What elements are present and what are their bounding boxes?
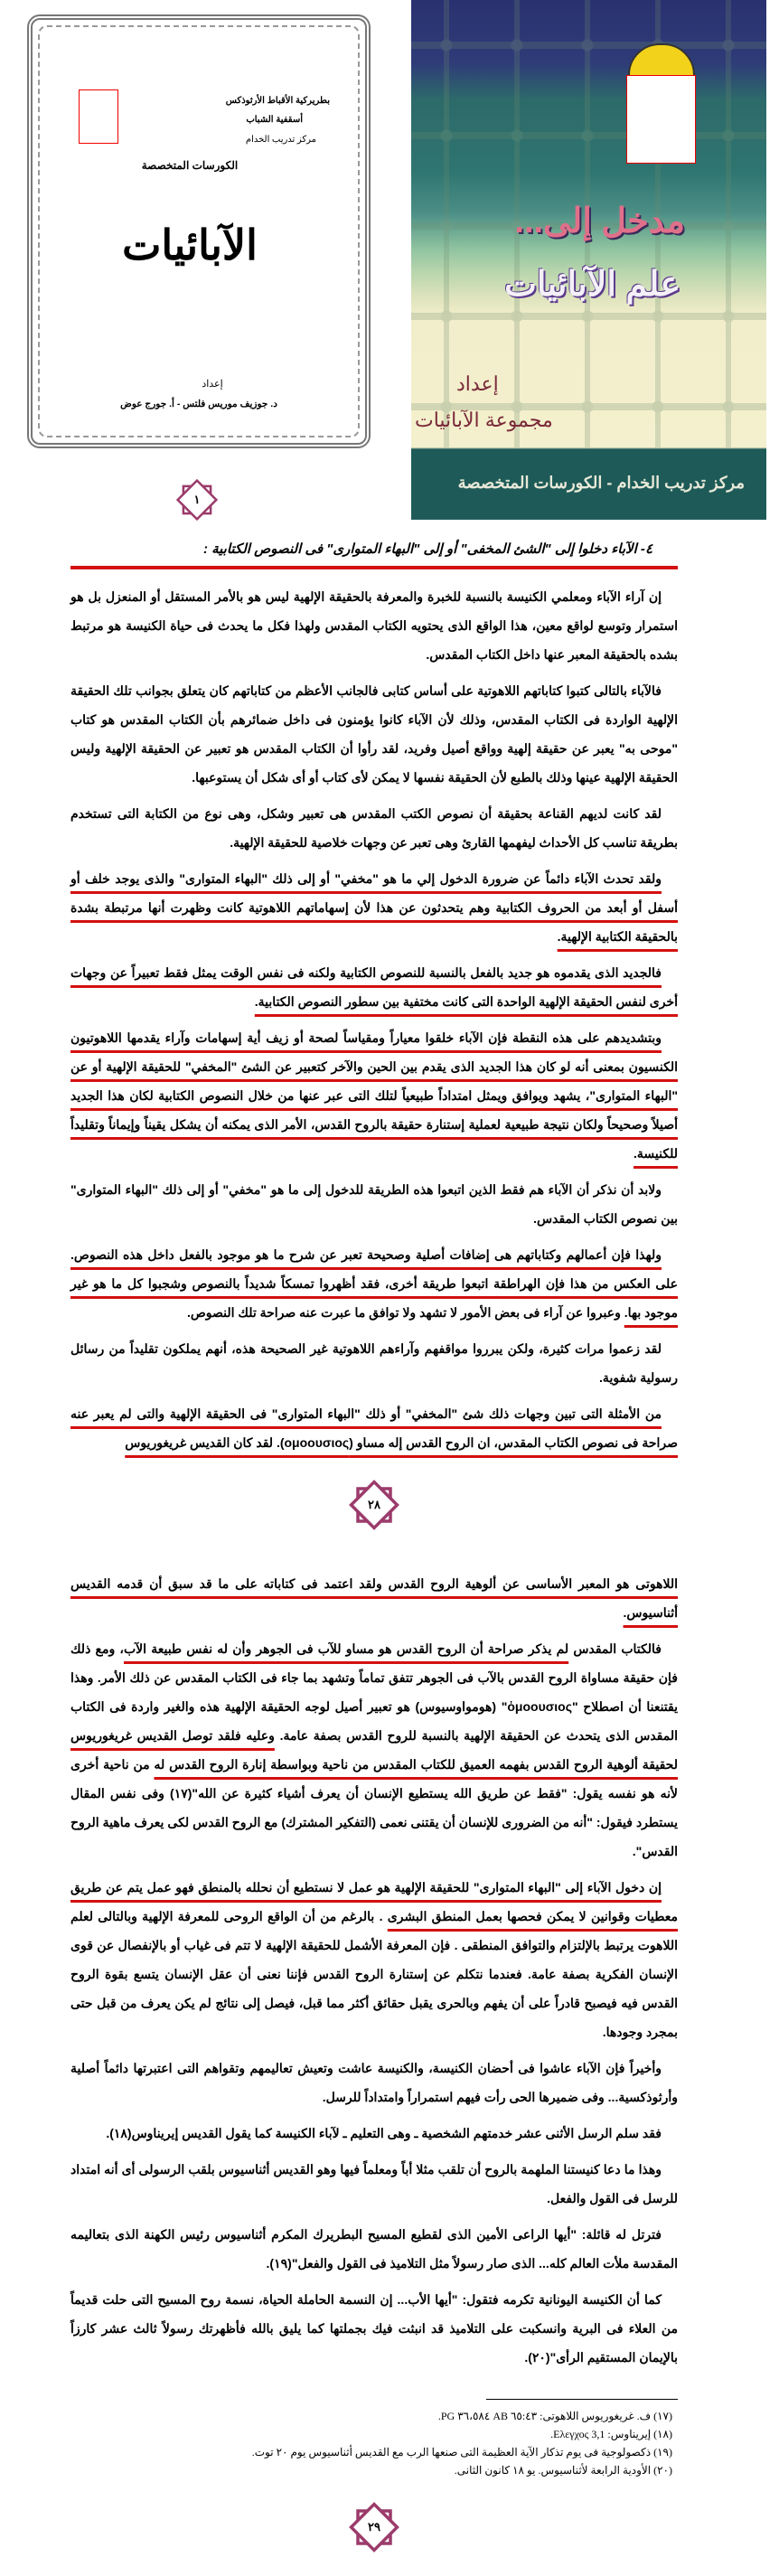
- prepared-by-label: إعداد: [456, 372, 499, 395]
- text-run: وعبروا عن آراء فى بعض الأمور لا تشهد ولا توافق ما عبرت عنه صراحة تلك النصوص.: [186, 1305, 624, 1320]
- footnote: (١٩) ذكصولوجية فى يوم تذكار الآية العظيمة التى صنعها الرب مع القديس أثناسيوس يوم ٢٠ توت.: [251, 2446, 672, 2458]
- paragraph: [70, 676, 678, 792]
- underlined-text: ولقد تحدث الآباء دائماً عن ضرورة الدخول إلي ما هو "مخفي" أو إلى ذلك "البهاء المتوارى" والذى يوجد خلف أو أسفل أو أبعد من الحروف الكتابية وهم يتحدثون عن هذا لأن إسهاماتهم اللاهوتية كانت وظهرت أنها مرتبطة بشدة بالحقيقة الكتابية الإلهية.: [70, 871, 678, 944]
- paragraph: [70, 2054, 678, 2111]
- cover-footer: مركز تدريب الخدام - الكورسات المتخصصة: [457, 474, 745, 492]
- paragraph: [70, 1334, 678, 1392]
- footnote: (١٧) ف. غريغوريوس اللاهوتى: ٦٥:٤٣ AB ٣٦،٥٨٤ PG.: [437, 2410, 672, 2422]
- book-pages: [70, 539, 678, 2575]
- paragraph: [70, 1399, 678, 1457]
- underlined-text: وعليه فلقد توصل القديس غريغوريوس لحقيقة ألوهية الروح القدس بفهمه العميق للكتاب المقدس من ناحية وبواسطة إنارة الروح القدس له: [70, 1728, 678, 1772]
- underlined-text: لم يذكر صراحة أن الروح القدس هو مساو للآب فى الجوهر وأن له نفس طبيعة الآب: [123, 1641, 569, 1656]
- text-run: فالآباء بالتالى كتبوا كتاباتهم اللاهوتية على أساس كتابى فالجانب الأعظم من كتاباتهم كان يتعلق بجوانب تلك الحقيقة الإلهية الواردة فى الكتاب المقدس، وذلك لأن الآباء كانوا يؤمنون فى داخل ضمائرهم بأن الكتاب المقدس هو كتاب "موحى به" يعبر عن حقيقة إلهية وواقع أصيل وفريد، لقد رأوا أن الكتاب المقدس هو تعبير عن الحقيقة الإلهية وليس الحقيقة الإلهية عينها وذلك بالطبع لأن الحقيقة نفسها لا يمكن لأى كتاب أو أى شكل أن يستوعبها.: [70, 683, 678, 785]
- org-line-1: بطريركية الأقباط الأرثوذكس: [225, 96, 330, 106]
- text-run: إن آراء الآباء ومعلمي الكنيسة بالنسبة للخبرة والمعرفة بالحقيقة الإلهية ليس هو بالأمر المستقل أو المنعزل بل هو استمرار وتوسع لواقع معين، هذا الواقع الذى يحتويه الكتاب المقدس ولهذا فكل ما يحدث فى حياة الكنيسة هو مرتبط بشده بالحقيقة المعبر عنها داخل الكتاب المقدس.: [70, 589, 678, 662]
- page-number: ١: [193, 493, 201, 506]
- page-number-badge: [346, 2499, 402, 2555]
- page-28-body: [70, 582, 678, 1457]
- text-run: من ناحية أخرى لأنه هو نفسه يقول: "فقط عن طريق الله يستطيع الإنسان أن يعرف أشياء كثيرة عن الله"(١٧) وفى نفس المقال يستطرد فيقول: "أنه من الضرورى للإنسان أن يقتنى نعمى (التفكير المشترك) مع الروح القدس لكى يعرف ماهية الروح القدس".: [70, 1757, 678, 1858]
- paragraph: [70, 1634, 678, 1866]
- page-number-badge: [346, 1477, 402, 1533]
- underlined-text: ولهذا فإن أعمالهم وكتاباتهم هى إضافات أصلية وصحيحة تعبر عن شرح ما هو موجود بالفعل داخل هذه النصوص. على العكس من هذا فإن الهراطقة اتبعوا طريقة أخرى، فقد أظهروا تمسكاً شديداً بالنصوص وشجبوا كل ما هو غير موجود بها.: [70, 1247, 678, 1320]
- text-run: ، ومع ذلك فإن حقيقة مساواة الروح القدس بالآب فى الجوهر تتفق تماماً وتشهد بما جاء فى الكتاب المقدس عن ذلك الأمر. وهذا يقتنعنا أن اصطلاح "ὁμοουσιος" (هومواوسيوس) هو تعبير أصيل لوجه الحقيقة الإلهية هذه والغير واردة فى الكتاب المقدس الذى يتحدث عن الحقيقة الإلهية بالنسبة للروح القدس بصفة عامة.: [70, 1641, 679, 1743]
- paragraph: [70, 2119, 678, 2148]
- underlined-text: من الأمثلة التى تبين وجهات ذلك شئ "المخفي" أو ذلك "البهاء المتوارى" فى الحقيقة الإلهية والتى لم يعبر عنه صراحة فى نصوص الكتاب المقدس، ان الروح القدس إله مساو (ομοουσιος). لقد كان القديس غريغوريوس: [70, 1406, 678, 1450]
- text-run: فترتل له قائلة: "أيها الراعى الأمين الذى لقطيع المسيح البطريرك المكرم أثناسيوس رئيس الكهنة الذى بتعاليمه المقدسة ملأت العالم كله... الذى صار رسولاً مثل التلاميذ فى القول والفعل"(١٩).: [70, 2227, 678, 2270]
- cover-title: الآبائيات: [122, 221, 258, 269]
- footnote-divider: [486, 2399, 678, 2400]
- page-number-badge: [174, 476, 221, 523]
- series-title: الكورسات المتخصصة: [141, 159, 239, 172]
- text-run: كما أن الكنيسة اليونانية تكرمه فتقول: "أيها الأب... إن النسمة الحاملة الحياة، نسمة روح المسيح التى حلت قديماً من العلاء فى البرية وانسكبت على التلاميذ قد انبثت فيك بجملتها كما يليق بالله فأظهرتك رسولاً ثالث عشر كارزاً بالإيمان المستقيم الرأى"(٢٠).: [70, 2292, 678, 2364]
- cover-title-line-2: علم الآبائيات: [504, 266, 680, 304]
- paragraph: [70, 2285, 678, 2372]
- left-cover-page: [27, 14, 371, 448]
- text-run: . بالرغم من أن الواقع الروحى للمعرفة الإلهية وبالتالى لعلم اللاهوت يرتبط بالإلتزام والتوافق المنطقى . فإن المعرفة الأشمل للحقيقة الإلهية لا تتم فى غياب أو بالإنفصال عن قوى الإنسان الفكرية بصفة عامة. فعندما نتكلم عن إستنارة الروح القدس فإننا نعنى أن عقل الإنسان يتسع بقوة الروح القدس فيه فيصبح قادراً على أن يفهم وبالحرى يقبل حقائق أكثر مما قبل، فيصل إلى نتائج لم يكن يعرف من قبل حتى بمجرد وجودها.: [70, 1909, 678, 2039]
- footnote: (١٨) إيريناوس: Ελεγχος 3,1.: [550, 2428, 672, 2440]
- section-heading: ٤- الآباء دخلوا إلى "الشئ المخفى" أو إلى "البهاء المتوارى" فى النصوص الكتابية :: [70, 539, 678, 569]
- prepared-by-label: إعداد: [202, 379, 223, 390]
- logo-placeholder: [79, 89, 118, 144]
- paragraph: [70, 1569, 678, 1627]
- footnotes: [70, 2407, 678, 2479]
- paragraph: [70, 2220, 678, 2278]
- text-run: ولابد أن نذكر أن الآباء هم فقط الذين اتبعوا هذه الطريقة للدخول إلى ما هو "مخفي" أو إلى ذلك "البهاء المتوارى" بين نصوص الكتاب المقدس.: [70, 1182, 678, 1226]
- paragraph: [70, 799, 678, 857]
- cover-title-line-1: مدخل إلى...: [514, 202, 685, 240]
- paragraph: [70, 864, 678, 951]
- underlined-text: وبتشديدهم على هذه النقطة فإن الآباء خلقوا معياراً ومقياساً لصحة أو زيف أية إسهامات وآراء يقدمها اللاهوتيون الكنسيون بمعنى أنه لو كان هذا الجديد الذى يقدم بين الحين والآخر كتعبير عن الشئ "المخفي" للحقيقة الإلهية أو عن "البهاء المتوارى"، يشهد ويوافق ويمثل امتداداً طبيعياً لتلك التى عبر عنها من خلال النصوص الكتابية لكان هذا الجديد أصيلاً وصحيحاً ولكان نتيجة طبيعية لعملية إستنارة حقيقة بالروح القدس، الأمر الذى يمكنه أن يشكل يقيناً وإيماناً وتقليداً للكنيسة.: [70, 1030, 678, 1161]
- authors: د. جوزيف موريس فلتس - أ. جورج عوض: [120, 399, 277, 409]
- underlined-text: فالجديد الذى يقدموه هو جديد بالفعل بالنسبة للنصوص الكتابية ولكنه فى نفس الوقت يمثل فقط تعبيراً عن وجهات أخرى لنفس الحقيقة الإلهية الواحدة التى كانت مختفية بين سطور النصوص الكتابية.: [70, 965, 678, 1009]
- paragraph: [70, 958, 678, 1016]
- page-number: ٢٩: [368, 2520, 380, 2534]
- underlined-text: إن دخول الآباء إلى "البهاء المتوارى" للحقيقة الإلهية هو عمل لا نستطيع أن نحلله بالمنطق فهو عمل يتم عن طريق معطيات وقوانين لا يمكن فحصها بعمل المنطق البشرى: [70, 1880, 678, 1923]
- paragraph: [70, 1240, 678, 1327]
- page-number: ٢٨: [368, 1498, 380, 1511]
- org-line-3: مركز تدريب الخدام: [245, 135, 316, 145]
- paragraph: [70, 1873, 678, 2046]
- text-run: وأخيراً فإن الآباء عاشوا فى أحضان الكنيسة، والكنيسة عاشت وتعيش تعاليمهم وتقواهم التى اعتبرتها دائماً أصلية وأرثوذكسية... وفى ضميرها الحى رأت فيهم استمراراً وامتداداً للرسل.: [70, 2061, 678, 2104]
- org-line-2: أسقفية الشباب: [246, 115, 303, 125]
- footnote: (٢٠) الأودية الرابعة لأثناسيوس. يو ١٨ كانون الثانى.: [454, 2464, 672, 2477]
- group-name: مجموعة الآبائيات: [415, 409, 553, 431]
- text-run: فقد سلم الرسل الأثنى عشر خدمتهم الشخصية ـ وهى التعليم ـ لآباء الكنيسة كما يقول القديس إيريناوس(١٨).: [106, 2126, 662, 2140]
- page-29-body: [70, 1569, 678, 2372]
- paragraph: [70, 582, 678, 669]
- underlined-text: اللاهوتى هو المعبر الأساسى عن ألوهية الروح القدس ولقد اعتمد فى كتاباته على ما قد سبق أن قدمه القديس أثناسيوس.: [70, 1576, 678, 1620]
- logo-placeholder: [626, 75, 696, 164]
- text-run: وهذا ما دعا كنيستنا الملهمة بالروح أن تلقب مثلا أباً ومعلماً فيها وهو القديس أثناسيوس بلقب الرسولى أى أنه امتداد للرسل فى القول والفعل.: [70, 2162, 678, 2205]
- paragraph: [70, 1175, 678, 1233]
- text-run: لقد كانت لديهم القناعة بحقيقة أن نصوص الكتب المقدس هى تعبير وشكل، وهى نوع من الكتابة التى تستخدم بطريقة تناسب كل الأحداث ليفهمها القارئ وهى تعبر عن وجهات خلاصية للحقيقة الإلهية.: [70, 806, 678, 850]
- paragraph: [70, 2155, 678, 2213]
- right-cover-page: [411, 0, 766, 520]
- text-run: فالكتاب المقدس: [568, 1641, 662, 1656]
- paragraph: [70, 1023, 678, 1168]
- text-run: لقد زعموا مرات كثيرة، ولكن يبرروا مواقفهم وآراءهم اللاهوتية غير الصحيحة هذه، أنهم يملكون تقليداً من رسائل رسولية شفوية.: [70, 1341, 678, 1385]
